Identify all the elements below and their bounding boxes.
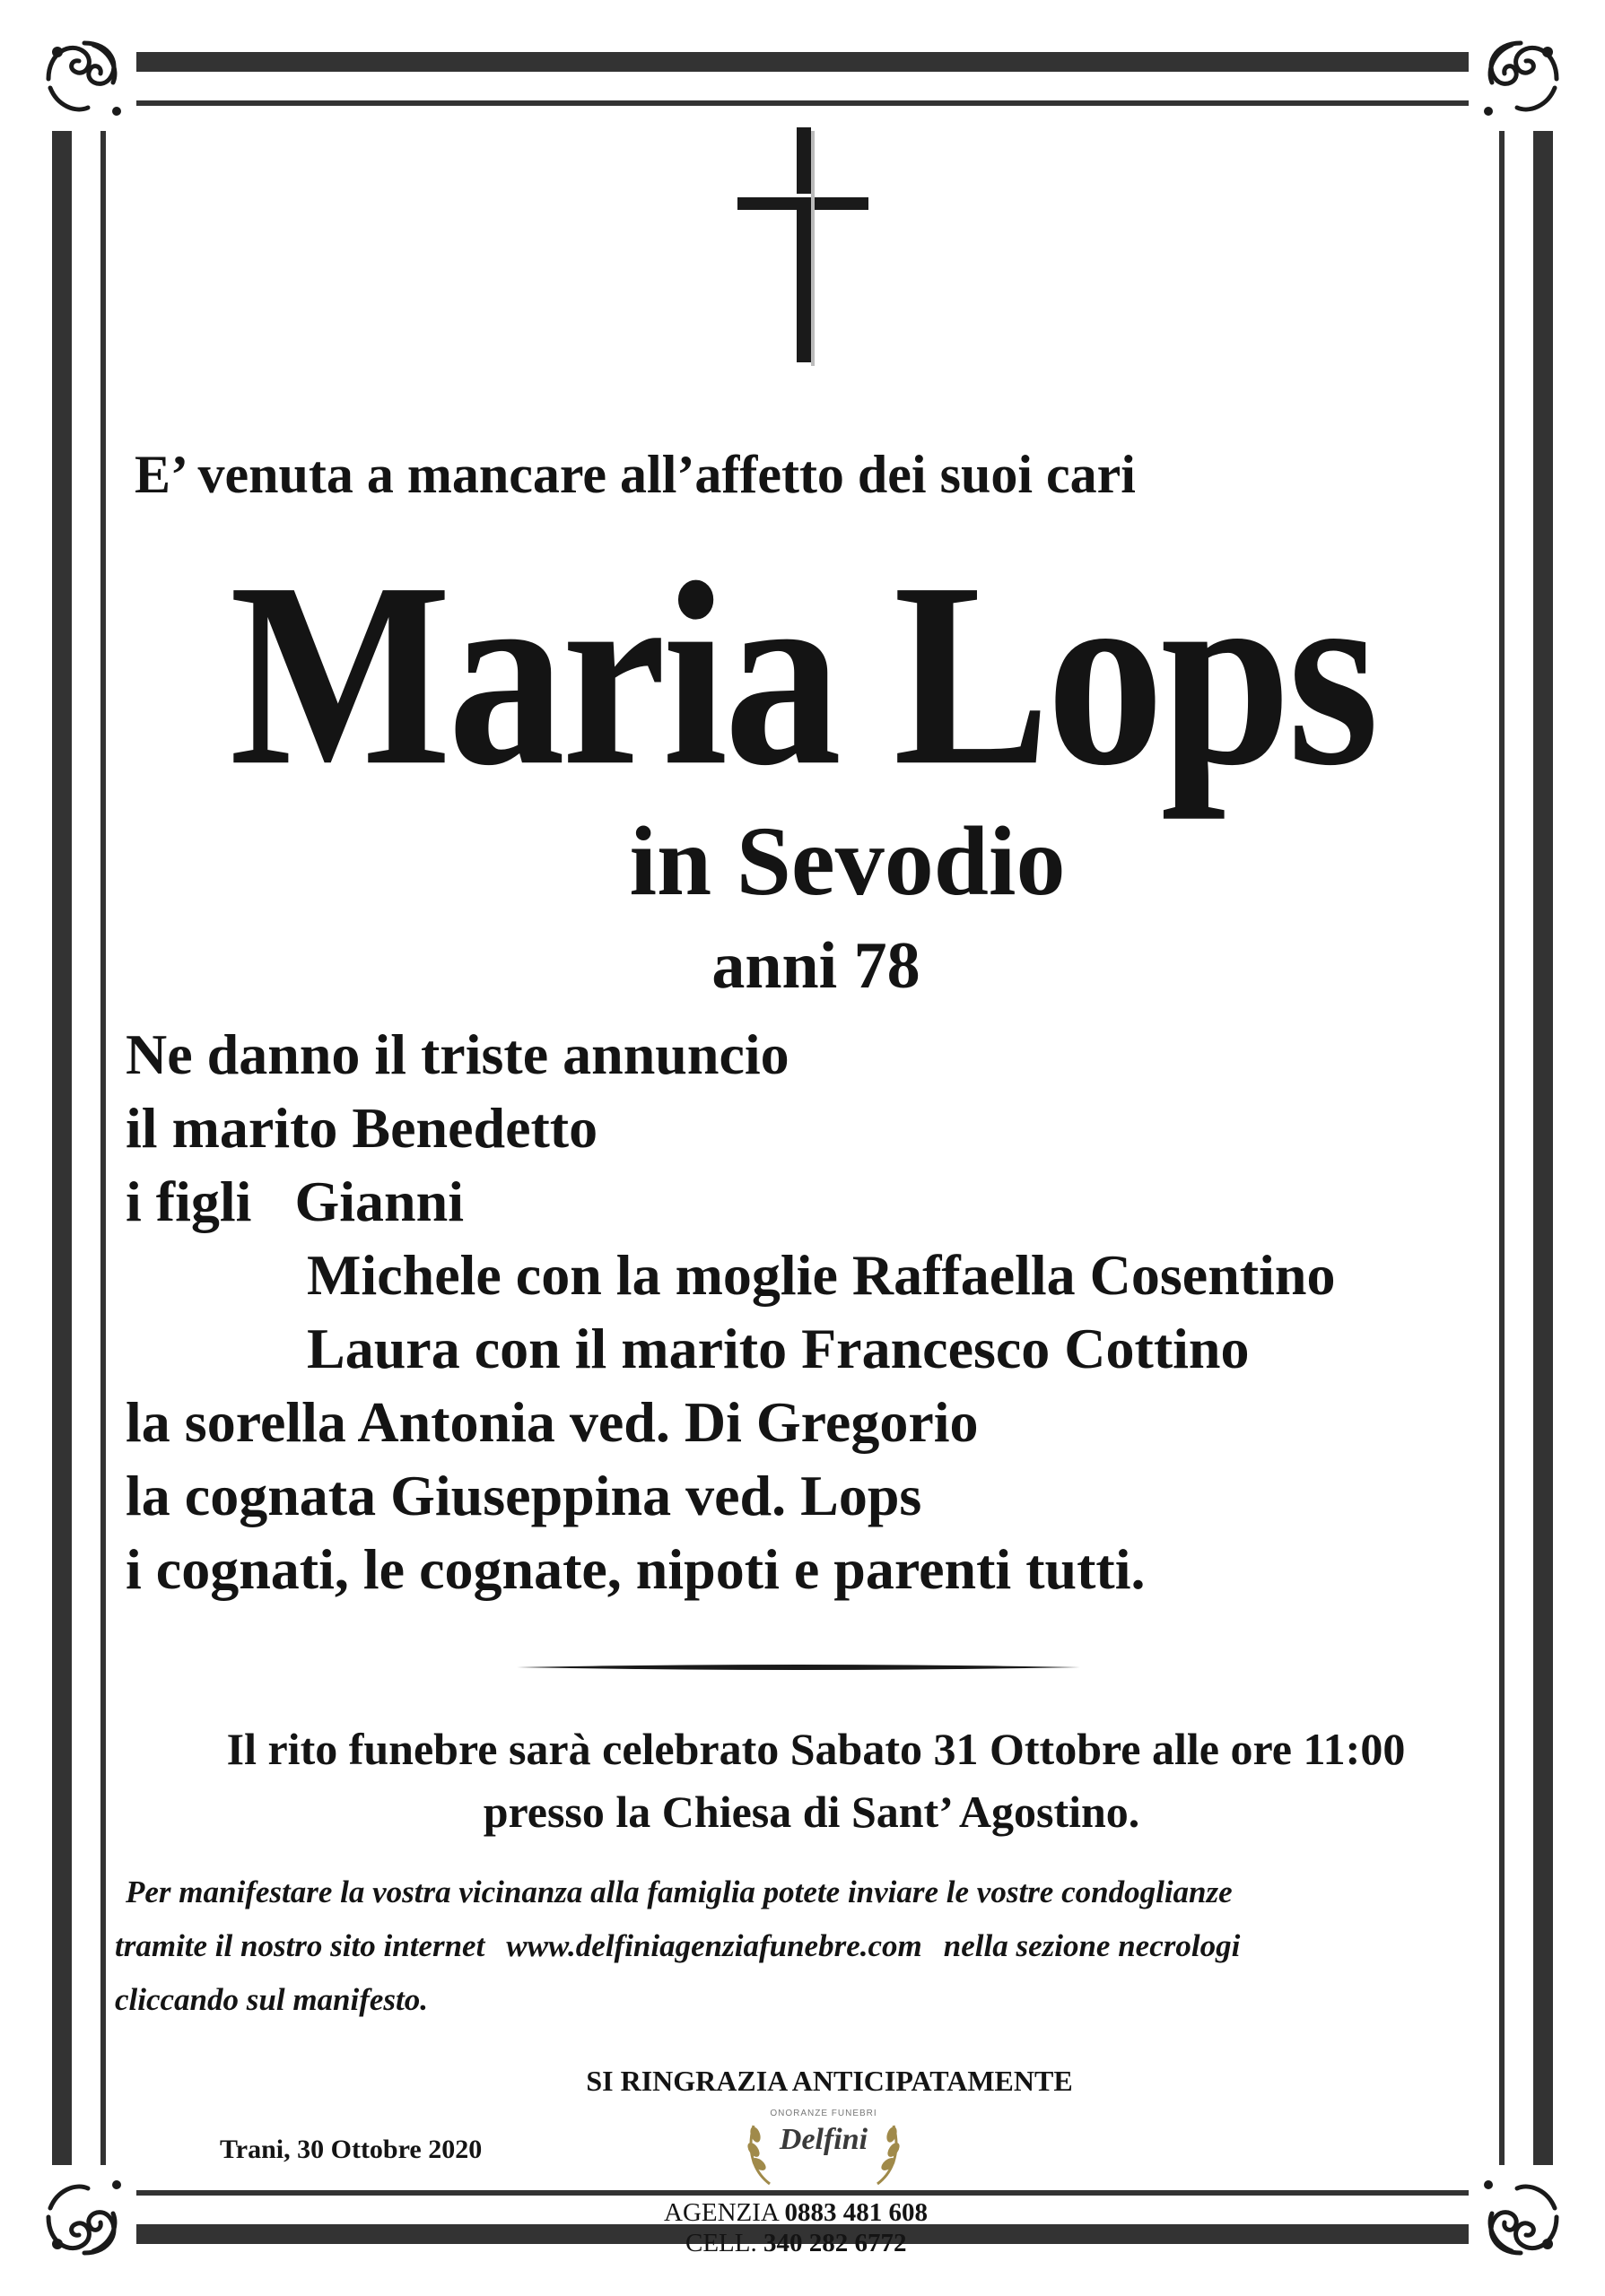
logo-brand: Delfini bbox=[779, 2123, 868, 2156]
announcement-line: la sorella Antonia ved. Di Gregorio bbox=[126, 1390, 979, 1454]
agency-phone-line bbox=[664, 2197, 987, 2228]
deceased-name: Maria Lops bbox=[229, 528, 1376, 821]
married-name-text: in Sevodio bbox=[629, 806, 1066, 916]
agency-label: AGENZIA bbox=[664, 2198, 779, 2227]
funeral-info bbox=[0, 1718, 1605, 1843]
condolences-text: nella sezione necrologi bbox=[943, 1928, 1241, 1963]
condolences-line: Per manifestare la vostra vicinanza alla famiglia potete inviare le vostre condoglianze bbox=[126, 1874, 1233, 1909]
place-date: Trani, 30 Ottobre 2020 bbox=[220, 2135, 483, 2164]
website-link[interactable]: www.delfiniagenziafunebre.com bbox=[506, 1928, 922, 1963]
announcement-line: i cognati, le cognate, nipoti e parenti tutti. bbox=[126, 1537, 1146, 1601]
thanks-label: SI RINGRAZIA ANTICIPATAMENTE bbox=[586, 2065, 1073, 2097]
married-name bbox=[0, 806, 1605, 916]
cell-label: CELL. bbox=[685, 2229, 757, 2257]
condolences-block bbox=[115, 1866, 1496, 2027]
ornament-corner-icon-bottom-right bbox=[1469, 2165, 1574, 2271]
funeral-line: presso la Chiesa di Sant’ Agostino. bbox=[483, 1787, 1140, 1837]
intro-text: E’ venuta a mancare all’affetto dei suoi cari bbox=[135, 445, 1136, 504]
thanks-text bbox=[0, 2065, 1605, 2098]
agency-contacts bbox=[664, 2197, 987, 2258]
announcement-line: la cognata Giuseppina ved. Lops bbox=[126, 1464, 922, 1527]
announcement-block bbox=[126, 1018, 1382, 1606]
condolences-text: tramite il nostro sito internet bbox=[115, 1928, 485, 1963]
ornament-corner-icon-top-left bbox=[31, 25, 136, 131]
ornament-corner-icon-top-right bbox=[1469, 25, 1574, 131]
agency-cell-line bbox=[664, 2228, 987, 2258]
announcement-line: Ne danno il triste annuncio bbox=[126, 1022, 789, 1086]
divider-line bbox=[517, 1664, 1080, 1671]
condolences-line bbox=[115, 1919, 1496, 1973]
agency-cell: 340 282 6772 bbox=[763, 2229, 907, 2257]
announcement-line: il marito Benedetto bbox=[126, 1096, 598, 1160]
deceased-age-text: anni 78 bbox=[711, 929, 920, 1003]
deceased-age bbox=[0, 929, 1605, 1003]
agency-phone: 0883 481 608 bbox=[784, 2198, 929, 2227]
announcement-line-figli bbox=[126, 1165, 1382, 1239]
announcement-line: Laura con il marito Francesco Cottino bbox=[307, 1317, 1250, 1380]
condolences-line: cliccando sul manifesto. bbox=[115, 1982, 429, 2017]
ornament-corner-icon-bottom-left bbox=[31, 2165, 136, 2271]
figli-name: Gianni bbox=[294, 1170, 464, 1233]
announcement-line: Michele con la moglie Raffaella Cosentino bbox=[307, 1243, 1336, 1307]
figli-label: i figli bbox=[126, 1170, 252, 1233]
logo-top-text: ONORANZE FUNEBRI bbox=[770, 2109, 877, 2118]
agency-logo bbox=[734, 2103, 913, 2193]
cross-icon bbox=[736, 126, 870, 368]
funeral-line: Il rito funebre sarà celebrato Sabato 31 Ottobre alle ore 11:00 bbox=[226, 1724, 1406, 1774]
